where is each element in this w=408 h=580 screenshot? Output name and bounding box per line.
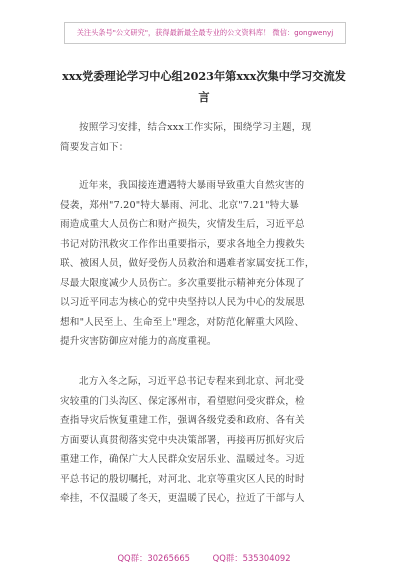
footer-qq-group-2: QQ群：535304092 [212,553,291,563]
paragraph-1 [60,118,352,157]
paragraph-line: 简要发言如下： [60,141,129,153]
promo-banner-text: 关注头条号"公文研究"，获得最新最全最专业的公文资料库！ 微信：gongwenyj [76,28,334,37]
paragraph-line: 联、被困人员，做好受伤人员救治和遇难者家属安抚工作， [60,258,315,269]
paragraph-line: 平总书记的殷切嘱托，对河北、北京等重灾区人民的时时 [60,473,305,485]
paragraph-2 [60,176,352,352]
paragraph-line: 查指导灾后恢复重建工作，强调各级党委和政府、各有关 [60,415,305,426]
paragraph-3 [60,372,352,509]
paragraph-line: 尽最大限度减少人员伤亡。多次重要批示精神充分体现了 [60,277,305,289]
paragraph-line: 想和"人民至上、生命至上"理念，对防范化解重大风险、 [60,316,305,328]
paragraph-line: 牵挂，不仅温暖了冬天，更温暖了民心，拉近了干部与人 [60,493,305,504]
paragraph-line: 侵袭，郑州"7.20"特大暴雨、河北、北京"7.21"特大暴 [60,199,300,211]
title-line-2: 言 [198,90,210,104]
paragraph-line: 提升灾害防御应对能力的高度重视。 [60,336,217,347]
paragraph-line: 书记对防汛救灾工作作出重要指示，要求各地全力搜救失 [60,238,305,250]
promo-banner [64,22,346,44]
footer-qq-group-1: QQ群：30265665 [117,553,190,563]
paragraph-line: 以习近平同志为核心的党中央坚持以人民为中心的发展思 [60,297,305,308]
paragraph-line: 按照学习安排，结合xxx工作实际，围绕学习主题，现 [79,122,312,133]
paragraph-line: 近年来，我国接连遭遇特大暴雨导致重大自然灾害的 [79,180,305,191]
paragraph-line: 重建工作，确保广大人民群众安居乐业、温暖过冬。习近 [60,454,305,465]
paragraph-line: 方面要认真贯彻落实党中央决策部署，再接再厉抓好灾后 [60,434,305,446]
paragraph-line: 雨造成重大人员伤亡和财产损失，灾情发生后，习近平总 [60,219,305,230]
title-line-1: xxx党委理论学习中心组2023年第xxx次集中学习交流发 [62,69,346,83]
paragraph-line: 北方入冬之际，习近平总书记专程来到北京、河北受 [79,376,305,387]
footer-contact [0,552,408,564]
document-title [40,66,368,108]
paragraph-line: 灾较重的门头沟区、保定涿州市，看望慰问受灾群众，检 [60,395,305,407]
